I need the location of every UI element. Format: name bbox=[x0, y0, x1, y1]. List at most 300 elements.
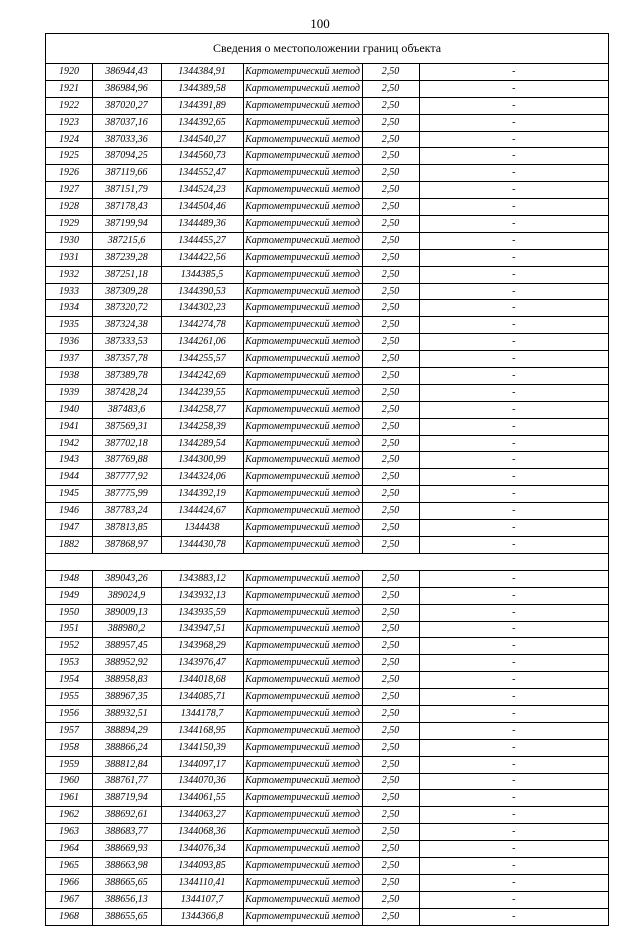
description-cell: - bbox=[419, 739, 608, 756]
y-coordinate-cell: 1344455,27 bbox=[161, 232, 243, 249]
accuracy-cell: 2,50 bbox=[362, 722, 419, 739]
table-row bbox=[46, 317, 608, 334]
table-row bbox=[46, 790, 608, 807]
description-cell: - bbox=[419, 536, 608, 553]
table-row bbox=[46, 520, 608, 537]
x-coordinate-cell: 388663,98 bbox=[92, 857, 161, 874]
x-coordinate-cell: 387037,16 bbox=[92, 114, 161, 131]
method-cell: Картометрический метод bbox=[243, 874, 362, 891]
table-row bbox=[46, 874, 608, 891]
y-coordinate-cell: 1344274,78 bbox=[161, 317, 243, 334]
accuracy-cell: 2,50 bbox=[362, 908, 419, 924]
point-number-cell: 1923 bbox=[46, 114, 92, 131]
method-cell: Картометрический метод bbox=[243, 384, 362, 401]
y-coordinate-cell: 1344392,19 bbox=[161, 486, 243, 503]
table-row bbox=[46, 131, 608, 148]
method-cell: Картометрический метод bbox=[243, 64, 362, 80]
y-coordinate-cell: 1344093,85 bbox=[161, 857, 243, 874]
table-row bbox=[46, 351, 608, 368]
method-cell: Картометрический метод bbox=[243, 739, 362, 756]
x-coordinate-cell: 387199,94 bbox=[92, 216, 161, 233]
y-coordinate-cell: 1344540,27 bbox=[161, 131, 243, 148]
method-cell: Картометрический метод bbox=[243, 114, 362, 131]
x-coordinate-cell: 388761,77 bbox=[92, 773, 161, 790]
accuracy-cell: 2,50 bbox=[362, 131, 419, 148]
method-cell: Картометрический метод bbox=[243, 857, 362, 874]
accuracy-cell: 2,50 bbox=[362, 841, 419, 858]
method-cell: Картометрический метод bbox=[243, 536, 362, 553]
y-coordinate-cell: 1344110,41 bbox=[161, 874, 243, 891]
method-cell: Картометрический метод bbox=[243, 570, 362, 587]
y-coordinate-cell: 1344255,57 bbox=[161, 351, 243, 368]
method-cell: Картометрический метод bbox=[243, 452, 362, 469]
method-cell: Картометрический метод bbox=[243, 368, 362, 385]
y-coordinate-cell: 1344150,39 bbox=[161, 739, 243, 756]
x-coordinate-cell: 388866,24 bbox=[92, 739, 161, 756]
x-coordinate-cell: 387020,27 bbox=[92, 97, 161, 114]
accuracy-cell: 2,50 bbox=[362, 232, 419, 249]
x-coordinate-cell: 387324,38 bbox=[92, 317, 161, 334]
accuracy-cell: 2,50 bbox=[362, 536, 419, 553]
table-row bbox=[46, 722, 608, 739]
y-coordinate-cell: 1344061,55 bbox=[161, 790, 243, 807]
y-coordinate-cell: 1344302,23 bbox=[161, 300, 243, 317]
description-cell: - bbox=[419, 97, 608, 114]
table-row bbox=[46, 773, 608, 790]
point-number-cell: 1968 bbox=[46, 908, 92, 924]
accuracy-cell: 2,50 bbox=[362, 368, 419, 385]
table-row bbox=[46, 266, 608, 283]
point-number-cell: 1952 bbox=[46, 638, 92, 655]
method-cell: Картометрический метод bbox=[243, 621, 362, 638]
y-coordinate-cell: 1344391,89 bbox=[161, 97, 243, 114]
x-coordinate-cell: 387178,43 bbox=[92, 199, 161, 216]
point-number-cell: 1924 bbox=[46, 131, 92, 148]
table-block-b bbox=[46, 570, 608, 924]
x-coordinate-cell: 388967,35 bbox=[92, 689, 161, 706]
x-coordinate-cell: 388665,65 bbox=[92, 874, 161, 891]
point-number-cell: 1945 bbox=[46, 486, 92, 503]
method-cell: Картометрический метод bbox=[243, 351, 362, 368]
point-number-cell: 1927 bbox=[46, 182, 92, 199]
description-cell: - bbox=[419, 857, 608, 874]
accuracy-cell: 2,50 bbox=[362, 638, 419, 655]
method-cell: Картометрический метод bbox=[243, 165, 362, 182]
accuracy-cell: 2,50 bbox=[362, 334, 419, 351]
table-row bbox=[46, 756, 608, 773]
point-number-cell: 1929 bbox=[46, 216, 92, 233]
accuracy-cell: 2,50 bbox=[362, 351, 419, 368]
x-coordinate-cell: 387775,99 bbox=[92, 486, 161, 503]
description-cell: - bbox=[419, 418, 608, 435]
y-coordinate-cell: 1344070,36 bbox=[161, 773, 243, 790]
point-number-cell: 1963 bbox=[46, 824, 92, 841]
description-cell: - bbox=[419, 300, 608, 317]
point-number-cell: 1941 bbox=[46, 418, 92, 435]
accuracy-cell: 2,50 bbox=[362, 486, 419, 503]
method-cell: Картометрический метод bbox=[243, 520, 362, 537]
point-number-cell: 1949 bbox=[46, 587, 92, 604]
x-coordinate-cell: 388958,83 bbox=[92, 672, 161, 689]
table-row bbox=[46, 283, 608, 300]
point-number-cell: 1935 bbox=[46, 317, 92, 334]
accuracy-cell: 2,50 bbox=[362, 824, 419, 841]
method-cell: Картометрический метод bbox=[243, 131, 362, 148]
table-row bbox=[46, 418, 608, 435]
table-row bbox=[46, 300, 608, 317]
point-number-cell: 1936 bbox=[46, 334, 92, 351]
method-cell: Картометрический метод bbox=[243, 80, 362, 97]
table-row bbox=[46, 857, 608, 874]
method-cell: Картометрический метод bbox=[243, 249, 362, 266]
point-number-cell: 1939 bbox=[46, 384, 92, 401]
y-coordinate-cell: 1344389,58 bbox=[161, 80, 243, 97]
table-row bbox=[46, 452, 608, 469]
x-coordinate-cell: 387868,97 bbox=[92, 536, 161, 553]
x-coordinate-cell: 387333,53 bbox=[92, 334, 161, 351]
accuracy-cell: 2,50 bbox=[362, 80, 419, 97]
point-number-cell: 1938 bbox=[46, 368, 92, 385]
description-cell: - bbox=[419, 790, 608, 807]
point-number-cell: 1942 bbox=[46, 435, 92, 452]
accuracy-cell: 2,50 bbox=[362, 97, 419, 114]
method-cell: Картометрический метод bbox=[243, 672, 362, 689]
method-cell: Картометрический метод bbox=[243, 891, 362, 908]
method-cell: Картометрический метод bbox=[243, 266, 362, 283]
y-coordinate-cell: 1344063,27 bbox=[161, 807, 243, 824]
description-cell: - bbox=[419, 114, 608, 131]
table-row bbox=[46, 401, 608, 418]
method-cell: Картометрический метод bbox=[243, 232, 362, 249]
accuracy-cell: 2,50 bbox=[362, 249, 419, 266]
table-row bbox=[46, 148, 608, 165]
x-coordinate-cell: 388692,61 bbox=[92, 807, 161, 824]
description-cell: - bbox=[419, 570, 608, 587]
accuracy-cell: 2,50 bbox=[362, 283, 419, 300]
y-coordinate-cell: 1344289,54 bbox=[161, 435, 243, 452]
y-coordinate-cell: 1344242,69 bbox=[161, 368, 243, 385]
method-cell: Картометрический метод bbox=[243, 790, 362, 807]
description-cell: - bbox=[419, 317, 608, 334]
x-coordinate-cell: 388952,92 bbox=[92, 655, 161, 672]
accuracy-cell: 2,50 bbox=[362, 570, 419, 587]
method-cell: Картометрический метод bbox=[243, 824, 362, 841]
table-row bbox=[46, 638, 608, 655]
description-cell: - bbox=[419, 182, 608, 199]
description-cell: - bbox=[419, 587, 608, 604]
point-number-cell: 1951 bbox=[46, 621, 92, 638]
method-cell: Картометрический метод bbox=[243, 283, 362, 300]
description-cell: - bbox=[419, 216, 608, 233]
method-cell: Картометрический метод bbox=[243, 503, 362, 520]
y-coordinate-cell: 1344085,71 bbox=[161, 689, 243, 706]
point-number-cell: 1940 bbox=[46, 401, 92, 418]
x-coordinate-cell: 388656,13 bbox=[92, 891, 161, 908]
x-coordinate-cell: 386984,96 bbox=[92, 80, 161, 97]
x-coordinate-cell: 388719,94 bbox=[92, 790, 161, 807]
description-cell: - bbox=[419, 368, 608, 385]
y-coordinate-cell: 1344552,47 bbox=[161, 165, 243, 182]
point-number-cell: 1954 bbox=[46, 672, 92, 689]
description-cell: - bbox=[419, 452, 608, 469]
description-cell: - bbox=[419, 604, 608, 621]
description-cell: - bbox=[419, 435, 608, 452]
point-number-cell: 1931 bbox=[46, 249, 92, 266]
table-row bbox=[46, 689, 608, 706]
description-cell: - bbox=[419, 148, 608, 165]
description-cell: - bbox=[419, 266, 608, 283]
table-title: Сведения о местоположении границ объекта bbox=[46, 34, 608, 64]
table-block-a bbox=[46, 64, 608, 553]
description-cell: - bbox=[419, 401, 608, 418]
method-cell: Картометрический метод bbox=[243, 756, 362, 773]
y-coordinate-cell: 1344422,56 bbox=[161, 249, 243, 266]
y-coordinate-cell: 1344424,67 bbox=[161, 503, 243, 520]
x-coordinate-cell: 388980,2 bbox=[92, 621, 161, 638]
point-number-cell: 1967 bbox=[46, 891, 92, 908]
description-cell: - bbox=[512, 910, 516, 922]
table-row bbox=[46, 334, 608, 351]
accuracy-cell: 2,50 bbox=[362, 773, 419, 790]
description-cell: - bbox=[419, 351, 608, 368]
accuracy-cell: 2,50 bbox=[362, 148, 419, 165]
accuracy-cell: 2,50 bbox=[362, 739, 419, 756]
x-coordinate-cell: 387777,92 bbox=[92, 469, 161, 486]
accuracy-cell: 2,50 bbox=[362, 114, 419, 131]
method-cell: Картометрический метод bbox=[243, 587, 362, 604]
y-coordinate-cell: 1344366,8 bbox=[161, 908, 243, 924]
x-coordinate-cell: 388894,29 bbox=[92, 722, 161, 739]
description-cell: - bbox=[419, 655, 608, 672]
accuracy-cell: 2,50 bbox=[362, 199, 419, 216]
accuracy-cell: 2,50 bbox=[362, 891, 419, 908]
table-row bbox=[46, 368, 608, 385]
accuracy-cell: 2,50 bbox=[362, 655, 419, 672]
coordinates-table bbox=[46, 64, 608, 925]
y-coordinate-cell: 1344068,36 bbox=[161, 824, 243, 841]
point-number-cell: 1956 bbox=[46, 705, 92, 722]
method-cell: Картометрический метод bbox=[243, 773, 362, 790]
point-number-cell: 1958 bbox=[46, 739, 92, 756]
table-row bbox=[46, 536, 608, 553]
x-coordinate-cell: 387813,85 bbox=[92, 520, 161, 537]
point-number-cell: 1932 bbox=[46, 266, 92, 283]
table-row bbox=[46, 705, 608, 722]
accuracy-cell: 2,50 bbox=[362, 520, 419, 537]
accuracy-cell: 2,50 bbox=[362, 418, 419, 435]
x-coordinate-cell: 387783,24 bbox=[92, 503, 161, 520]
y-coordinate-cell: 1343947,51 bbox=[161, 621, 243, 638]
point-number-cell: 1934 bbox=[46, 300, 92, 317]
point-number-cell: 1933 bbox=[46, 283, 92, 300]
table-row bbox=[46, 114, 608, 131]
y-coordinate-cell: 1344076,34 bbox=[161, 841, 243, 858]
description-cell: - bbox=[419, 503, 608, 520]
table-row bbox=[46, 165, 608, 182]
point-number-cell: 1882 bbox=[46, 536, 92, 553]
table-row bbox=[46, 587, 608, 604]
accuracy-cell: 2,50 bbox=[362, 756, 419, 773]
accuracy-cell: 2,50 bbox=[362, 672, 419, 689]
description-cell: - bbox=[419, 384, 608, 401]
accuracy-cell: 2,50 bbox=[362, 165, 419, 182]
table-row bbox=[46, 807, 608, 824]
point-number-cell: 1964 bbox=[46, 841, 92, 858]
accuracy-cell: 2,50 bbox=[362, 790, 419, 807]
x-coordinate-cell: 389024,9 bbox=[92, 587, 161, 604]
x-coordinate-cell: 387151,79 bbox=[92, 182, 161, 199]
accuracy-cell: 2,50 bbox=[362, 401, 419, 418]
y-coordinate-cell: 1344430,78 bbox=[161, 536, 243, 553]
y-coordinate-cell: 1344438 bbox=[161, 520, 243, 537]
y-coordinate-cell: 1344560,73 bbox=[161, 148, 243, 165]
method-cell: Картометрический метод bbox=[243, 705, 362, 722]
accuracy-cell: 2,50 bbox=[362, 587, 419, 604]
table-row bbox=[46, 486, 608, 503]
point-number-cell: 1961 bbox=[46, 790, 92, 807]
accuracy-cell: 2,50 bbox=[362, 807, 419, 824]
accuracy-cell: 2,50 bbox=[362, 435, 419, 452]
x-coordinate-cell: 387389,78 bbox=[92, 368, 161, 385]
accuracy-cell: 2,50 bbox=[362, 216, 419, 233]
description-cell: - bbox=[419, 638, 608, 655]
point-number-cell: 1965 bbox=[46, 857, 92, 874]
method-cell: Картометрический метод bbox=[243, 486, 362, 503]
description-cell: - bbox=[419, 722, 608, 739]
method-cell: Картометрический метод bbox=[243, 199, 362, 216]
y-coordinate-cell: 1344385,5 bbox=[161, 266, 243, 283]
point-number-cell: 1962 bbox=[46, 807, 92, 824]
x-coordinate-cell: 387239,28 bbox=[92, 249, 161, 266]
accuracy-cell: 2,50 bbox=[362, 604, 419, 621]
y-coordinate-cell: 1344107,7 bbox=[161, 891, 243, 908]
method-cell: Картометрический метод bbox=[243, 604, 362, 621]
accuracy-cell: 2,50 bbox=[362, 705, 419, 722]
x-coordinate-cell: 388812,84 bbox=[92, 756, 161, 773]
description-cell: - bbox=[419, 165, 608, 182]
x-coordinate-cell: 387119,66 bbox=[92, 165, 161, 182]
point-number-cell: 1922 bbox=[46, 97, 92, 114]
x-coordinate-cell: 387309,28 bbox=[92, 283, 161, 300]
table-row bbox=[46, 232, 608, 249]
description-cell: - bbox=[419, 891, 608, 908]
y-coordinate-cell: 1343935,59 bbox=[161, 604, 243, 621]
table-row bbox=[46, 384, 608, 401]
x-coordinate-cell: 388932,51 bbox=[92, 705, 161, 722]
accuracy-cell: 2,50 bbox=[362, 857, 419, 874]
table-row bbox=[46, 469, 608, 486]
point-number-cell: 1955 bbox=[46, 689, 92, 706]
method-cell: Картометрический метод bbox=[243, 689, 362, 706]
description-cell: - bbox=[419, 841, 608, 858]
accuracy-cell: 2,50 bbox=[362, 64, 419, 80]
description-cell: - bbox=[419, 131, 608, 148]
accuracy-cell: 2,50 bbox=[362, 469, 419, 486]
accuracy-cell: 2,50 bbox=[362, 317, 419, 334]
table-separator-row bbox=[46, 553, 608, 570]
table-row bbox=[46, 841, 608, 858]
accuracy-cell: 2,50 bbox=[362, 503, 419, 520]
description-cell: - bbox=[419, 520, 608, 537]
x-coordinate-cell: 387702,18 bbox=[92, 435, 161, 452]
table-row bbox=[46, 891, 608, 908]
method-cell: Картометрический метод bbox=[243, 655, 362, 672]
point-number-cell: 1928 bbox=[46, 199, 92, 216]
table-row bbox=[46, 570, 608, 587]
table-row bbox=[46, 182, 608, 199]
method-cell: Картометрический метод bbox=[243, 638, 362, 655]
accuracy-cell: 2,50 bbox=[362, 182, 419, 199]
x-coordinate-cell: 387483,6 bbox=[92, 401, 161, 418]
y-coordinate-cell: 1344239,55 bbox=[161, 384, 243, 401]
point-number-cell: 1944 bbox=[46, 469, 92, 486]
description-cell: - bbox=[419, 283, 608, 300]
x-coordinate-cell: 387094,25 bbox=[92, 148, 161, 165]
y-coordinate-cell: 1344324,06 bbox=[161, 469, 243, 486]
method-cell: Картометрический метод bbox=[243, 97, 362, 114]
y-coordinate-cell: 1343976,47 bbox=[161, 655, 243, 672]
point-number-cell: 1930 bbox=[46, 232, 92, 249]
description-cell: - bbox=[419, 64, 608, 80]
table-row bbox=[46, 80, 608, 97]
method-cell: Картометрический метод bbox=[243, 216, 362, 233]
description-cell: - bbox=[419, 621, 608, 638]
point-number-cell: 1937 bbox=[46, 351, 92, 368]
point-number-cell: 1960 bbox=[46, 773, 92, 790]
y-coordinate-cell: 1344489,36 bbox=[161, 216, 243, 233]
x-coordinate-cell: 388957,45 bbox=[92, 638, 161, 655]
table-row bbox=[46, 655, 608, 672]
x-coordinate-cell: 387320,72 bbox=[92, 300, 161, 317]
point-number-cell: 1957 bbox=[46, 722, 92, 739]
point-number-cell: 1959 bbox=[46, 756, 92, 773]
y-coordinate-cell: 1344504,46 bbox=[161, 199, 243, 216]
description-cell: - bbox=[419, 469, 608, 486]
point-number-cell: 1920 bbox=[46, 64, 92, 80]
x-coordinate-cell: 387357,78 bbox=[92, 351, 161, 368]
x-coordinate-cell: 387769,88 bbox=[92, 452, 161, 469]
accuracy-cell: 2,50 bbox=[362, 266, 419, 283]
table-row bbox=[46, 435, 608, 452]
table-row bbox=[46, 604, 608, 621]
y-coordinate-cell: 1344384,91 bbox=[161, 64, 243, 80]
point-number-cell: 1953 bbox=[46, 655, 92, 672]
y-coordinate-cell: 1344390,53 bbox=[161, 283, 243, 300]
table-row bbox=[46, 824, 608, 841]
x-coordinate-cell: 386944,43 bbox=[92, 64, 161, 80]
method-cell: Картометрический метод bbox=[243, 300, 362, 317]
accuracy-cell: 2,50 bbox=[362, 689, 419, 706]
page-number: 100 bbox=[310, 16, 330, 31]
table-row bbox=[46, 621, 608, 638]
description-cell: - bbox=[419, 672, 608, 689]
x-coordinate-cell: 388683,77 bbox=[92, 824, 161, 841]
y-coordinate-cell: 1343932,13 bbox=[161, 587, 243, 604]
y-coordinate-cell: 1344258,77 bbox=[161, 401, 243, 418]
y-coordinate-cell: 1344392,65 bbox=[161, 114, 243, 131]
x-coordinate-cell: 388669,93 bbox=[92, 841, 161, 858]
x-coordinate-cell: 387033,36 bbox=[92, 131, 161, 148]
accuracy-cell: 2,50 bbox=[362, 874, 419, 891]
method-cell: Картометрический метод bbox=[243, 908, 362, 924]
y-coordinate-cell: 1344261,06 bbox=[161, 334, 243, 351]
accuracy-cell: 2,50 bbox=[362, 452, 419, 469]
description-cell: - bbox=[419, 705, 608, 722]
table-row bbox=[46, 97, 608, 114]
method-cell: Картометрический метод bbox=[243, 317, 362, 334]
method-cell: Картометрический метод bbox=[243, 722, 362, 739]
x-coordinate-cell: 387428,24 bbox=[92, 384, 161, 401]
